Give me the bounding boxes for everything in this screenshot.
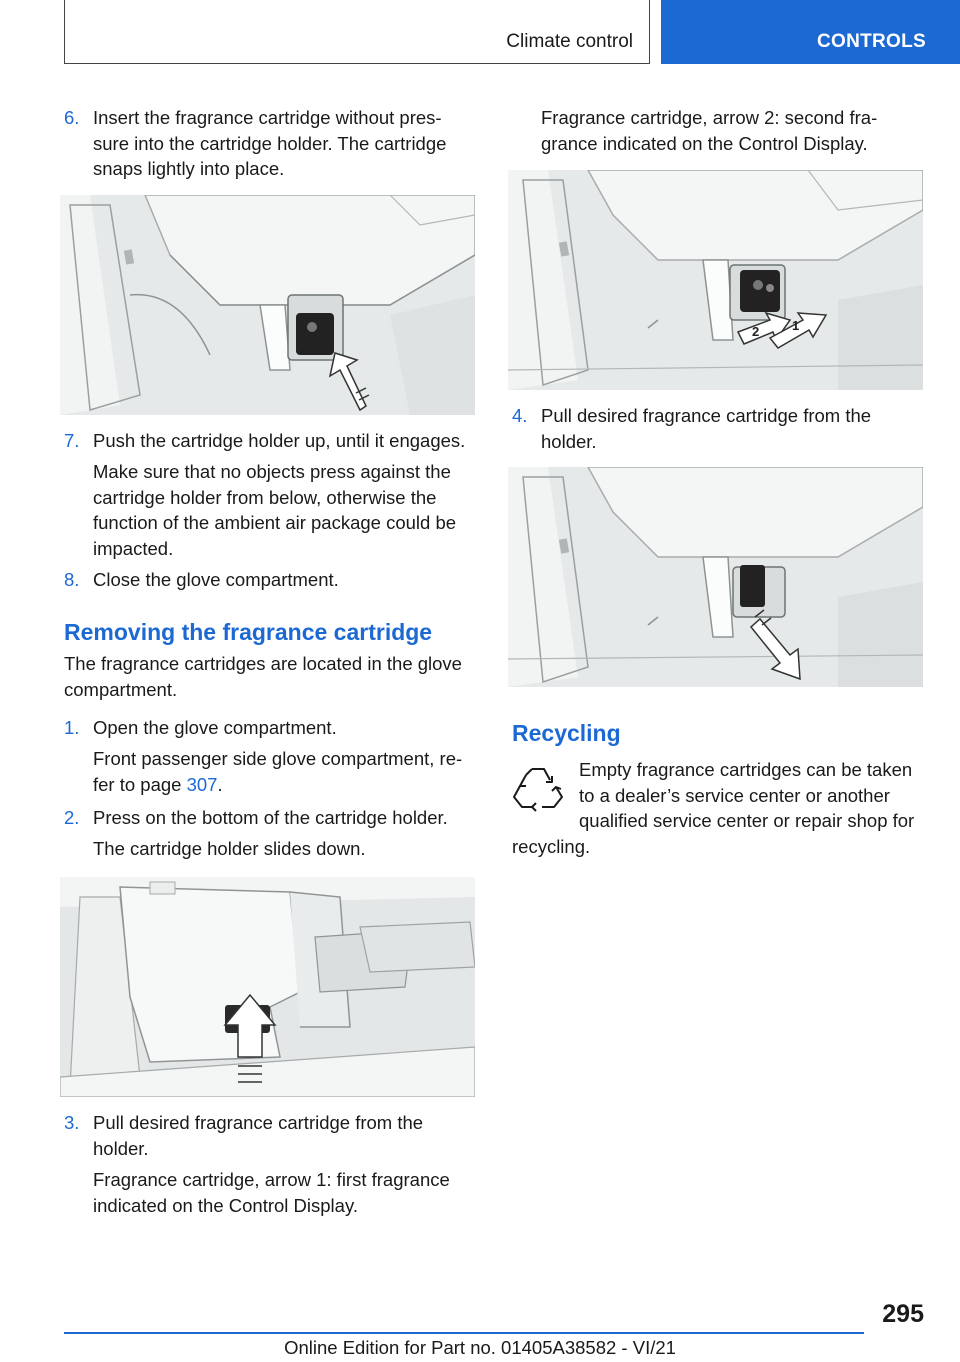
step-2-note: The cartridge holder slides down.	[93, 838, 366, 859]
recycling-paragraph	[512, 757, 924, 859]
note-line: grance indicated on the Control Display.	[541, 132, 868, 154]
step-text-line: Pull desired fragrance cartridge from the	[541, 405, 872, 426]
arrow-label-2: 2	[752, 324, 760, 339]
figure-pull-cartridge	[508, 467, 923, 687]
step-7-note	[93, 459, 478, 561]
step-8	[64, 567, 478, 593]
step-number: 6.	[64, 107, 80, 128]
section-heading-removing: Removing the fragrance cartridge	[64, 619, 433, 645]
note-line: impacted.	[93, 537, 174, 559]
step-1-note	[93, 746, 478, 797]
footer-edition: Online Edition for Part no. 01405A38582 - VI/21	[284, 1337, 676, 1358]
figure-fragrance-arrows	[508, 170, 923, 390]
step-4	[512, 403, 924, 454]
intro-paragraph	[64, 651, 478, 702]
section-title: Climate control	[506, 31, 633, 52]
chapter-title: CONTROLS	[816, 31, 926, 52]
step-text-line: Press on the bottom of the cartridge holder.	[93, 807, 448, 828]
step-text-line: holder.	[541, 430, 597, 452]
step-number: 1.	[64, 717, 80, 738]
step-text-line: Insert the fragrance cartridge without pres‐	[93, 107, 442, 128]
step-text-line: Open the glove compartment.	[93, 717, 337, 738]
step-3-note-continued	[541, 105, 924, 156]
section-heading-recycling: Recycling	[512, 720, 621, 746]
page-reference-link[interactable]: 307	[186, 773, 218, 795]
step-2	[64, 805, 478, 831]
step-7	[64, 428, 478, 454]
step-text-line: Close the glove compartment.	[93, 569, 339, 590]
note-line: Fragrance cartridge, arrow 2: second fra‐	[541, 107, 878, 128]
step-3	[64, 1110, 478, 1161]
step-text-line: Push the cartridge holder up, until it engages.	[93, 430, 466, 451]
step-3-note	[93, 1167, 478, 1218]
page-number: 295	[882, 1300, 924, 1328]
step-number: 2.	[64, 807, 80, 828]
step-6	[64, 105, 478, 182]
note-text: .	[217, 773, 223, 795]
recycling-line: qualified service center or repair shop for	[579, 810, 915, 831]
step-text-line: sure into the cartridge holder. The cartridge	[93, 132, 447, 154]
footer-divider	[64, 1332, 864, 1334]
note-line: Front passenger side glove compartment, re‐	[93, 748, 463, 769]
intro-line: compartment.	[64, 678, 178, 700]
step-text-line: snaps lightly into place.	[93, 158, 285, 179]
intro-line: The fragrance cartridges are located in the glove	[64, 653, 462, 674]
step-text-line: holder.	[93, 1137, 149, 1159]
note-line: Make sure that no objects press against the	[93, 461, 451, 482]
step-text-line: Pull desired fragrance cartridge from the	[93, 1112, 424, 1133]
arrow-label-1: 1	[792, 318, 800, 333]
step-number: 7.	[64, 430, 80, 451]
step-number: 8.	[64, 569, 80, 590]
note-line	[93, 772, 478, 798]
note-text: fer to page	[93, 773, 187, 795]
recycling-line: to a dealer’s service center or another	[579, 784, 890, 806]
note-line: indicated on the Control Display.	[93, 1194, 358, 1216]
note-line: Fragrance cartridge, arrow 1: first fragrance	[93, 1169, 450, 1190]
chapter-tab[interactable]	[661, 0, 960, 64]
figure-press-holder	[60, 877, 475, 1097]
step-1	[64, 715, 478, 741]
note-line: function of the ambient air package could be	[93, 512, 457, 533]
recycling-line: recycling.	[512, 835, 591, 857]
recycling-icon	[512, 763, 564, 813]
note-line: cartridge holder from below, otherwise the	[93, 486, 437, 508]
step-number: 4.	[512, 405, 528, 426]
figure-insert-cartridge	[60, 195, 475, 415]
header-section-box	[64, 0, 650, 64]
recycling-line: Empty fragrance cartridges can be taken	[579, 759, 913, 780]
step-number: 3.	[64, 1112, 80, 1133]
